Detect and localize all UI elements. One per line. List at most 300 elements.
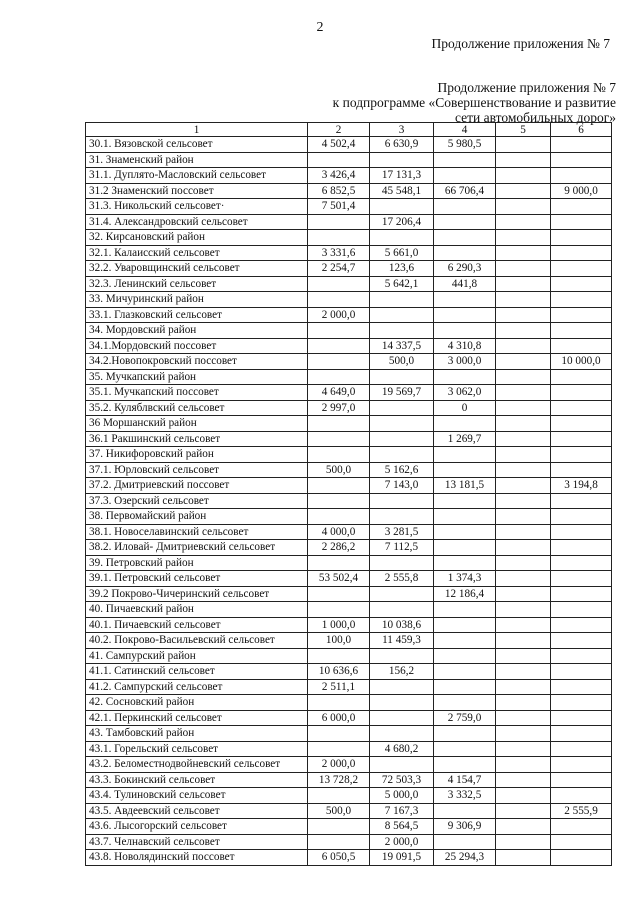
row-label-cell: 31.4. Александровский сельсовет (86, 214, 308, 230)
value-cell (551, 369, 612, 385)
value-cell (434, 602, 496, 618)
value-cell (551, 679, 612, 695)
value-cell (434, 540, 496, 556)
value-cell (496, 555, 551, 571)
table-header-row (86, 123, 612, 137)
value-cell (434, 617, 496, 633)
value-cell (370, 369, 434, 385)
value-cell: 4 680,2 (370, 741, 434, 757)
value-cell (551, 602, 612, 618)
value-cell (308, 354, 370, 370)
column-header: 4 (434, 123, 496, 137)
value-cell (551, 245, 612, 261)
value-cell: 0 (434, 400, 496, 416)
table-row (86, 555, 612, 571)
value-cell (370, 230, 434, 246)
row-label-cell: 38.2. Иловай- Дмитриевский сельсовет (86, 540, 308, 556)
value-cell: 9 000,0 (551, 183, 612, 199)
value-cell (308, 741, 370, 757)
row-label-cell: 35. Мучкапский район (86, 369, 308, 385)
value-cell: 66 706,4 (434, 183, 496, 199)
value-cell (496, 462, 551, 478)
value-cell (496, 323, 551, 339)
value-cell: 100,0 (308, 633, 370, 649)
value-cell (308, 214, 370, 230)
row-label-cell: 42.1. Перкинский сельсовет (86, 710, 308, 726)
value-cell: 6 050,5 (308, 850, 370, 866)
row-label-cell: 35.2. Куляблвский сельсовет (86, 400, 308, 416)
value-cell (370, 648, 434, 664)
value-cell: 4 649,0 (308, 385, 370, 401)
value-cell (551, 230, 612, 246)
value-cell (434, 462, 496, 478)
table-row (86, 369, 612, 385)
value-cell (308, 369, 370, 385)
row-label-cell: 32. Кирсановский район (86, 230, 308, 246)
value-cell (308, 586, 370, 602)
value-cell (551, 834, 612, 850)
value-cell (434, 664, 496, 680)
table-row (86, 679, 612, 695)
column-header: 2 (308, 123, 370, 137)
value-cell: 500,0 (308, 803, 370, 819)
row-label-cell: 33.1. Глазковский сельсовет (86, 307, 308, 323)
table-row (86, 602, 612, 618)
row-label-cell: 43.8. Новолядинский поссовет (86, 850, 308, 866)
value-cell (551, 493, 612, 509)
table-row (86, 850, 612, 866)
value-cell (308, 819, 370, 835)
table-row (86, 788, 612, 804)
header-line-3: сети автомобильных дорог» (455, 110, 616, 125)
value-cell (496, 214, 551, 230)
value-cell: 2 555,9 (551, 803, 612, 819)
value-cell (434, 555, 496, 571)
value-cell (370, 323, 434, 339)
value-cell (551, 447, 612, 463)
value-cell (496, 292, 551, 308)
value-cell: 10 000,0 (551, 354, 612, 370)
value-cell (370, 152, 434, 168)
row-label-cell: 43.6. Лысогорский сельсовет (86, 819, 308, 835)
value-cell (370, 695, 434, 711)
value-cell (496, 664, 551, 680)
value-cell: 2 759,0 (434, 710, 496, 726)
row-label-cell: 40. Пичаевский район (86, 602, 308, 618)
row-label-cell: 30.1. Вязовской сельсовет (86, 137, 308, 153)
value-cell (308, 230, 370, 246)
value-cell: 12 186,4 (434, 586, 496, 602)
value-cell (496, 416, 551, 432)
value-cell: 5 162,6 (370, 462, 434, 478)
table-row (86, 710, 612, 726)
row-label-cell: 43.3. Бокинский сельсовет (86, 772, 308, 788)
value-cell (496, 137, 551, 153)
column-header: 6 (551, 123, 612, 137)
row-label-cell: 35.1. Мучкапский поссовет (86, 385, 308, 401)
value-cell (551, 757, 612, 773)
value-cell (496, 524, 551, 540)
value-cell (551, 726, 612, 742)
row-label-cell: 33. Мичуринский район (86, 292, 308, 308)
table-row (86, 462, 612, 478)
value-cell (496, 648, 551, 664)
row-label-cell: 39.1. Петровский сельсовет (86, 571, 308, 587)
table-row (86, 431, 612, 447)
row-label-cell: 31. Знаменский район (86, 152, 308, 168)
value-cell: 123,6 (370, 261, 434, 277)
value-cell (308, 323, 370, 339)
value-cell (308, 152, 370, 168)
value-cell: 6 000,0 (308, 710, 370, 726)
table-row (86, 152, 612, 168)
value-cell (496, 245, 551, 261)
table-row (86, 183, 612, 199)
value-cell: 4 502,4 (308, 137, 370, 153)
value-cell (551, 307, 612, 323)
value-cell (551, 462, 612, 478)
table-row (86, 571, 612, 587)
value-cell (551, 431, 612, 447)
value-cell (308, 493, 370, 509)
table-row (86, 385, 612, 401)
value-cell (434, 199, 496, 215)
value-cell (496, 307, 551, 323)
value-cell (551, 617, 612, 633)
value-cell (496, 726, 551, 742)
row-label-cell: 43.1. Горельский сельсовет (86, 741, 308, 757)
column-header: 1 (86, 123, 308, 137)
row-label-cell: 43.4. Тулиновский сельсовет (86, 788, 308, 804)
value-cell: 3 194,8 (551, 478, 612, 494)
value-cell: 2 254,7 (308, 261, 370, 277)
table-row (86, 416, 612, 432)
table-row (86, 617, 612, 633)
row-label-cell: 39.2 Покрово-Чичеринский сельсовет (86, 586, 308, 602)
table-row (86, 261, 612, 277)
table-row (86, 648, 612, 664)
value-cell (496, 276, 551, 292)
value-cell (496, 230, 551, 246)
value-cell: 17 206,4 (370, 214, 434, 230)
value-cell (496, 431, 551, 447)
value-cell (496, 400, 551, 416)
value-cell (551, 214, 612, 230)
value-cell (370, 292, 434, 308)
value-cell (496, 478, 551, 494)
row-label-cell: 31.3. Никольский сельсовет· (86, 199, 308, 215)
row-label-cell: 43.5. Авдеевский сельсовет (86, 803, 308, 819)
value-cell: 7 112,5 (370, 540, 434, 556)
row-label-cell: 34. Мордовский район (86, 323, 308, 339)
row-label-cell: 41.2. Сампурский сельсовет (86, 679, 308, 695)
value-cell (551, 772, 612, 788)
value-cell (434, 633, 496, 649)
value-cell: 7 143,0 (370, 478, 434, 494)
value-cell (308, 447, 370, 463)
value-cell (496, 850, 551, 866)
row-label-cell: 37. Никифоровский район (86, 447, 308, 463)
table-row (86, 400, 612, 416)
value-cell: 53 502,4 (308, 571, 370, 587)
value-cell (496, 540, 551, 556)
value-cell: 3 281,5 (370, 524, 434, 540)
value-cell (370, 431, 434, 447)
value-cell (496, 369, 551, 385)
table-row (86, 834, 612, 850)
row-label-cell: 39. Петровский район (86, 555, 308, 571)
value-cell: 2 286,2 (308, 540, 370, 556)
value-cell (434, 323, 496, 339)
row-label-cell: 32.1. Калаисский сельсовет (86, 245, 308, 261)
value-cell (551, 509, 612, 525)
value-cell: 3 332,5 (434, 788, 496, 804)
column-header: 5 (496, 123, 551, 137)
funding-table (85, 122, 612, 866)
value-cell (370, 509, 434, 525)
table-row (86, 478, 612, 494)
value-cell: 19 091,5 (370, 850, 434, 866)
value-cell (551, 540, 612, 556)
value-cell (551, 695, 612, 711)
value-cell (370, 710, 434, 726)
value-cell (496, 509, 551, 525)
value-cell: 7 501,4 (308, 199, 370, 215)
value-cell (308, 602, 370, 618)
row-label-cell: 41.1. Сатинский сельсовет (86, 664, 308, 680)
value-cell (434, 307, 496, 323)
value-cell (551, 788, 612, 804)
value-cell: 2 555,8 (370, 571, 434, 587)
value-cell (434, 834, 496, 850)
value-cell (434, 524, 496, 540)
value-cell: 500,0 (370, 354, 434, 370)
value-cell (434, 741, 496, 757)
table-row (86, 772, 612, 788)
table-row (86, 338, 612, 354)
value-cell: 11 459,3 (370, 633, 434, 649)
value-cell (551, 586, 612, 602)
value-cell (496, 447, 551, 463)
row-label-cell: 41. Сампурский район (86, 648, 308, 664)
value-cell (496, 788, 551, 804)
value-cell: 3 062,0 (434, 385, 496, 401)
value-cell (496, 261, 551, 277)
value-cell (551, 819, 612, 835)
appendix-header (333, 80, 616, 125)
value-cell (551, 741, 612, 757)
value-cell (308, 276, 370, 292)
value-cell (434, 168, 496, 184)
value-cell (551, 400, 612, 416)
value-cell (308, 478, 370, 494)
value-cell: 2 511,1 (308, 679, 370, 695)
table-row (86, 276, 612, 292)
value-cell (496, 338, 551, 354)
column-header: 3 (370, 123, 434, 137)
value-cell: 156,2 (370, 664, 434, 680)
row-label-cell: 43.2. Беломестнодвойневский сельсовет (86, 757, 308, 773)
header-line-1: Продолжение приложения № 7 (437, 80, 616, 95)
row-label-cell: 32.3. Ленинский сельсовет (86, 276, 308, 292)
row-label-cell: 34.1.Мордовский поссовет (86, 338, 308, 354)
table-row (86, 741, 612, 757)
table-row (86, 230, 612, 246)
value-cell (496, 710, 551, 726)
value-cell: 6 290,3 (434, 261, 496, 277)
value-cell: 5 661,0 (370, 245, 434, 261)
value-cell (551, 338, 612, 354)
value-cell (496, 819, 551, 835)
row-label-cell: 31.1. Дуплято-Масловский сельсовет (86, 168, 308, 184)
value-cell (551, 168, 612, 184)
table-row (86, 586, 612, 602)
value-cell (434, 757, 496, 773)
value-cell (370, 493, 434, 509)
value-cell (551, 385, 612, 401)
value-cell (434, 509, 496, 525)
value-cell (496, 571, 551, 587)
row-label-cell: 31.2 Знаменский поссовет (86, 183, 308, 199)
value-cell (496, 757, 551, 773)
row-label-cell: 36.1 Ракшинский сельсовет (86, 431, 308, 447)
value-cell (551, 571, 612, 587)
value-cell (434, 245, 496, 261)
value-cell (434, 214, 496, 230)
table-row (86, 214, 612, 230)
value-cell: 500,0 (308, 462, 370, 478)
value-cell (370, 602, 434, 618)
value-cell: 6 852,5 (308, 183, 370, 199)
table-row (86, 168, 612, 184)
table-row (86, 137, 612, 153)
value-cell: 1 269,7 (434, 431, 496, 447)
value-cell: 13 728,2 (308, 772, 370, 788)
value-cell (496, 493, 551, 509)
value-cell (434, 726, 496, 742)
table-row (86, 354, 612, 370)
value-cell (308, 416, 370, 432)
value-cell (370, 555, 434, 571)
table-row (86, 726, 612, 742)
value-cell: 10 038,6 (370, 617, 434, 633)
row-label-cell: 36 Моршанский район (86, 416, 308, 432)
value-cell (496, 199, 551, 215)
value-cell (551, 199, 612, 215)
value-cell (496, 586, 551, 602)
value-cell: 10 636,6 (308, 664, 370, 680)
value-cell (551, 416, 612, 432)
table-row (86, 307, 612, 323)
value-cell (496, 772, 551, 788)
value-cell: 8 564,5 (370, 819, 434, 835)
value-cell (308, 788, 370, 804)
value-cell (370, 586, 434, 602)
value-cell (434, 493, 496, 509)
table-row (86, 757, 612, 773)
value-cell (434, 369, 496, 385)
value-cell: 17 131,3 (370, 168, 434, 184)
value-cell (370, 726, 434, 742)
value-cell: 2 000,0 (370, 834, 434, 850)
table-row (86, 633, 612, 649)
value-cell: 19 569,7 (370, 385, 434, 401)
row-label-cell: 37.3. Озерский сельсовет (86, 493, 308, 509)
value-cell (434, 648, 496, 664)
value-cell (551, 710, 612, 726)
value-cell (370, 679, 434, 695)
page-number: 2 (316, 20, 324, 35)
value-cell: 7 167,3 (370, 803, 434, 819)
value-cell (496, 741, 551, 757)
value-cell (496, 168, 551, 184)
value-cell (308, 431, 370, 447)
value-cell (551, 261, 612, 277)
value-cell: 72 503,3 (370, 772, 434, 788)
value-cell (551, 850, 612, 866)
value-cell (551, 524, 612, 540)
value-cell (434, 679, 496, 695)
table-row (86, 245, 612, 261)
value-cell: 4 310,8 (434, 338, 496, 354)
row-label-cell: 43.7. Челнавский сельсовет (86, 834, 308, 850)
table-row (86, 540, 612, 556)
row-label-cell: 34.2.Новопокровский поссовет (86, 354, 308, 370)
value-cell (496, 617, 551, 633)
value-cell (496, 354, 551, 370)
value-cell (308, 726, 370, 742)
value-cell (308, 834, 370, 850)
table-row (86, 447, 612, 463)
value-cell (551, 633, 612, 649)
value-cell (308, 555, 370, 571)
value-cell: 13 181,5 (434, 478, 496, 494)
value-cell: 5 980,5 (434, 137, 496, 153)
value-cell: 5 000,0 (370, 788, 434, 804)
value-cell: 4 154,7 (434, 772, 496, 788)
value-cell (434, 152, 496, 168)
table-row (86, 199, 612, 215)
value-cell (551, 152, 612, 168)
row-label-cell: 42. Сосновский район (86, 695, 308, 711)
table-row (86, 803, 612, 819)
value-cell (551, 555, 612, 571)
table-row (86, 664, 612, 680)
value-cell: 4 000,0 (308, 524, 370, 540)
table-row (86, 509, 612, 525)
table-row (86, 323, 612, 339)
value-cell (370, 757, 434, 773)
table-row (86, 292, 612, 308)
value-cell (434, 695, 496, 711)
value-cell (308, 292, 370, 308)
value-cell (434, 447, 496, 463)
value-cell (551, 664, 612, 680)
value-cell (434, 230, 496, 246)
value-cell: 3 331,6 (308, 245, 370, 261)
value-cell: 3 000,0 (434, 354, 496, 370)
table-row (86, 493, 612, 509)
value-cell: 5 642,1 (370, 276, 434, 292)
value-cell (496, 183, 551, 199)
value-cell (496, 152, 551, 168)
value-cell (496, 803, 551, 819)
value-cell (551, 648, 612, 664)
value-cell (496, 695, 551, 711)
value-cell: 14 337,5 (370, 338, 434, 354)
table-row (86, 695, 612, 711)
continuation-note: Продолжение приложения № 7 (431, 36, 610, 51)
